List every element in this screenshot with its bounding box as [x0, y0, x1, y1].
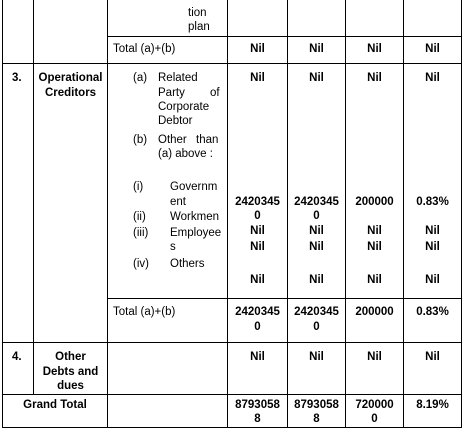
- item-text: Governm: [170, 181, 218, 193]
- value-cell: Nil: [425, 225, 440, 237]
- value-cell: Nil: [309, 43, 324, 55]
- category-label: Other: [55, 351, 86, 363]
- value-cell: 0: [313, 210, 320, 222]
- value-cell: 0.83%: [416, 196, 449, 208]
- value-cell: Nil: [250, 274, 265, 286]
- item-text: ent: [170, 196, 186, 208]
- item-marker: (iv): [133, 258, 149, 270]
- value-cell: Nil: [250, 225, 265, 237]
- value-cell: 8793058: [235, 399, 280, 411]
- value-cell: 200000: [355, 306, 394, 318]
- value-cell: 2420345: [235, 306, 280, 318]
- value-cell: 720000: [355, 399, 394, 411]
- value-cell: 2420345: [294, 306, 339, 318]
- value-cell: Nil: [425, 43, 440, 55]
- item-text: than: [196, 134, 219, 146]
- item-text: Corporate: [158, 101, 210, 113]
- value-cell: Nil: [425, 72, 440, 84]
- item-text: Debtor: [158, 115, 193, 127]
- value-cell: 8793058: [294, 399, 339, 411]
- value-cell: Nil: [425, 274, 440, 286]
- grid-line: [107, 0, 108, 428]
- grand-total-label: Grand Total: [23, 399, 87, 411]
- item-marker: (i): [133, 181, 144, 193]
- category-label: Creditors: [44, 87, 97, 99]
- value-cell: Nil: [250, 72, 265, 84]
- value-cell: Nil: [367, 72, 382, 84]
- value-cell: Nil: [367, 274, 382, 286]
- value-cell: Nil: [425, 241, 440, 253]
- value-cell: Nil: [367, 241, 382, 253]
- value-cell: 8.19%: [416, 399, 449, 411]
- row-number: 4.: [12, 351, 22, 363]
- value-cell: 2420345: [235, 196, 280, 208]
- item-marker: (a): [133, 72, 148, 84]
- value-cell: Nil: [367, 43, 382, 55]
- description-fragment: tion: [188, 7, 207, 19]
- value-cell: Nil: [309, 225, 324, 237]
- grid-line: [2, 342, 462, 343]
- value-cell: Nil: [309, 274, 324, 286]
- item-text: Others: [170, 258, 205, 270]
- total-label: Total (a)+(b): [113, 43, 176, 55]
- item-text: Employee: [170, 227, 222, 239]
- item-text: s: [170, 241, 176, 253]
- value-cell: Nil: [250, 241, 265, 253]
- total-label: Total (a)+(b): [113, 306, 176, 318]
- value-cell: 0: [254, 321, 261, 333]
- item-text: of: [210, 87, 220, 99]
- value-cell: Nil: [309, 72, 324, 84]
- value-cell: Nil: [309, 351, 324, 363]
- item-marker: (ii): [133, 211, 146, 223]
- grid-line: [2, 63, 462, 64]
- item-text: Workmen: [170, 211, 219, 223]
- value-cell: 0: [313, 321, 320, 333]
- grid-line: [2, 0, 3, 428]
- category-label: Operational: [38, 72, 103, 84]
- value-cell: Nil: [367, 351, 382, 363]
- grid-line: [33, 0, 34, 394]
- category-label: Debts and: [42, 366, 99, 378]
- value-cell: Nil: [367, 225, 382, 237]
- value-cell: 0: [371, 413, 378, 425]
- value-cell: Nil: [425, 351, 440, 363]
- value-cell: 8: [254, 413, 261, 425]
- value-cell: Nil: [309, 241, 324, 253]
- grid-line: [107, 298, 462, 299]
- value-cell: 200000: [355, 196, 394, 208]
- item-marker: (iii): [133, 227, 149, 239]
- grid-line: [461, 0, 462, 428]
- item-text: Party: [158, 87, 185, 99]
- grid-line: [2, 394, 462, 395]
- value-cell: Nil: [250, 351, 265, 363]
- value-cell: 8: [313, 413, 320, 425]
- item-marker: (b): [133, 134, 148, 146]
- item-text: (a) above :: [158, 148, 213, 160]
- category-label: dues: [57, 380, 84, 392]
- value-cell: Nil: [250, 43, 265, 55]
- row-number: 3.: [12, 72, 22, 84]
- item-text: Related: [158, 72, 198, 84]
- grid-line: [107, 36, 462, 37]
- value-cell: 2420345: [294, 196, 339, 208]
- value-cell: 0.83%: [416, 306, 449, 318]
- item-text: Other: [158, 134, 187, 146]
- value-cell: 0: [254, 210, 261, 222]
- description-fragment: plan: [188, 21, 210, 33]
